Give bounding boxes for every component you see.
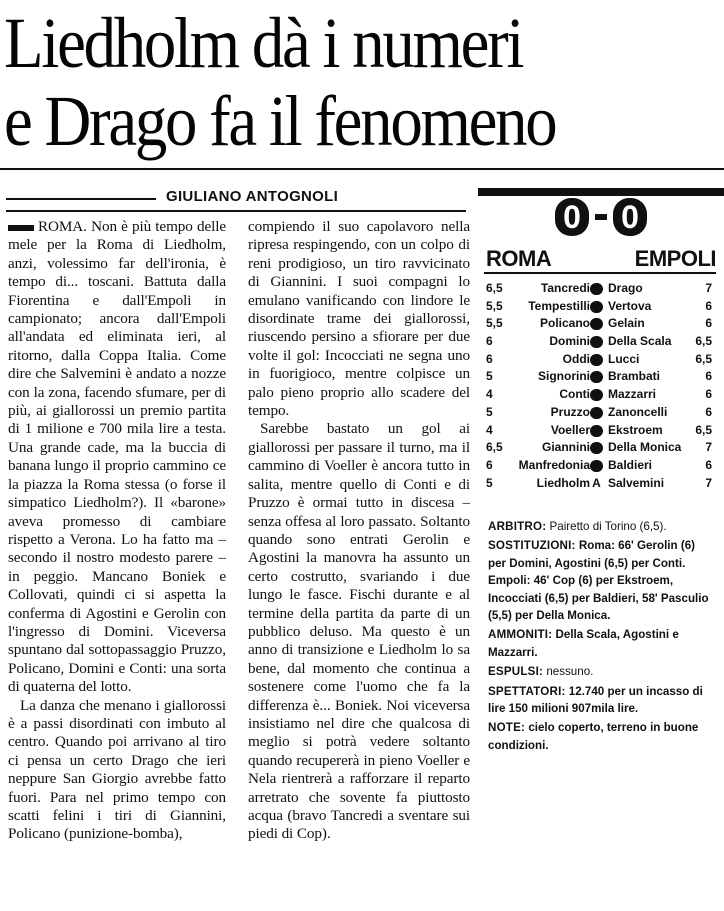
- note-spettatori: SPETTATORI: 12.740 per un incasso di lire 150 milioni 907mila lire.: [488, 684, 703, 716]
- headline-line-2: e Drago fa il fenomeno: [4, 81, 556, 161]
- coach-marker: A: [592, 475, 601, 490]
- shirt-number-dot: [590, 371, 603, 383]
- headline: [4, 4, 648, 160]
- lineup-row: 6,5 Tancredi Drago 7: [486, 281, 712, 295]
- score-home: 0: [555, 198, 589, 236]
- lineup-row: 6,5 Giannini Della Monica 7: [486, 440, 712, 455]
- shirt-number-dot: [590, 389, 603, 401]
- article-paragraph: ROMA. Non è più tempo delle mele per la Roma di Liedholm, anzi, volessimo far dell'ironia, è tempo di... toscani. Battuta dalla Fiorentina e dall'Empoli in campionato; ancora dall'Empoli all'andata ed eliminata ieri, al ritorno, dalla Coppa Italia. Come dire che Salvemini è andato a nozze con la zona, facendo sfumare, per di più, ai giallorossi un premio partita di 1 milione e 700 mila lire a testa. Una grande cade, ma la buccia di banana lungo il proprio cammino ce la piazza la Roma stessa (o forse il simpatico Liedholm?). Il «barone» aveva promesso di cambiare rispetto a Verona. Lo ha fatto ma – secondo il nostro modesto parere – in peggio. Mancano Boniek e Collovati, quindi ci si aspetta la conferma di Agostini e Gerolin con l'ingresso di Domini. Viceversa spuntano dal sottopassaggio Pruzzo, Policano, Domini e Conti: una sorta di quaterna del lotto.: [8, 218, 226, 696]
- shirt-number-dot: [590, 318, 603, 330]
- shirt-number-dot: [590, 354, 603, 366]
- home-team: ROMA: [486, 246, 552, 271]
- byline-bar: [6, 198, 156, 200]
- score-away: 0: [613, 198, 647, 236]
- lineup-row: 6 Oddi Lucci 6,5: [486, 351, 712, 366]
- lineup-row: 5,5 Tempestilli Vertova 6: [486, 298, 712, 313]
- lineup-table: [486, 280, 714, 492]
- lineup-row: 5 Pruzzo Zanoncelli 6: [486, 404, 712, 419]
- header-rule: [0, 168, 724, 170]
- shirt-number-dot: [590, 407, 603, 419]
- article-paragraph: compiendo il suo capolavoro nella ripresa respingendo, con un colpo di reni prodigioso, un tiro ravvicinato di Giannini. I suoi compagni lo emulano vanificando con lindore le disordinate trame dei giallorossi, riuscendo persino a sfiorare per due volte il gol: Incocciati ne segna uno in fuorigioco, mentre colpisce un palo pieno proprio allo scadere del tempo.: [248, 218, 470, 420]
- lineup-row: 5 Liedholm A Salvemini 7: [486, 475, 712, 490]
- shirt-number-dot: [590, 336, 603, 348]
- shirt-number-dot: [590, 283, 603, 295]
- away-team: EMPOLI: [634, 246, 716, 271]
- article-column-1: [8, 218, 226, 844]
- shirt-number-dot: [590, 442, 603, 454]
- note-sostituzioni: SOSTITUZIONI: Roma: 66' Gerolin (6) per Domini, Agostini (6,5) per Conti. Empoli: 46' Cop (6) per Ekstroem, Incocciati (6,5) per Baldieri, 58' Pasculio (5,5) per Della Monica.: [488, 539, 709, 623]
- article-column-2: [248, 218, 470, 844]
- lineup-row: 4 Voeller Ekstroem 6,5: [486, 422, 712, 437]
- note-arbitro: ARBITRO: Pairetto di Torino (6,5).: [488, 520, 667, 533]
- article-paragraph: La danza che menano i giallorossi è a passi disordinati con imbuto al centro. Quando poi arrivano al tiro ci pensa un certo Drago che ieri neppure San Giorgio avrebbe fatto fuori. Para nel primo tempo con scatti felini i tiri di Giannini, Policano (punizione-bomba),: [8, 696, 226, 843]
- score-separator: [595, 214, 607, 220]
- note-ammoniti: AMMONITI: Della Scala, Agostini e Mazzarri.: [488, 628, 679, 659]
- lineup-row: 6 Domini Della Scala 6,5: [486, 334, 712, 349]
- teams-header: [484, 246, 716, 274]
- lineup-row: 5,5 Policano Gelain 6: [486, 316, 712, 331]
- headline-line-1: Liedholm dà i numeri: [4, 3, 523, 83]
- note-note: NOTE: cielo coperto, terreno in buone condizioni.: [488, 721, 699, 752]
- shirt-number-dot: [590, 301, 603, 313]
- shirt-number-dot: [590, 460, 603, 472]
- article-paragraph: Sarebbe bastato un gol ai giallorossi per passare il turno, ma il cammino di Voeller è ancora tutto in salita, mentre quello di Conti e di Pruzzo è ormai tutto in discesa – senza offesa al loro passato. Soltanto quando sono entrati Gerolin e Agostini la manovra ha assunto un certo costrutto, svariando i due lungo le fasce. Fischi durante e al termine della partita da parte di un pubblico deluso. Ma questo è un anno di transizione e Liedholm lo sa bene, dal momento che continua a sostenere come l'uomo che fa la differenza è... Boniek. Noi viceversa insistiamo nel dire che qualcosa di meglio si potrà vedere soltanto quando recupererà in pieno Voeller e Nela rientrerà a rafforzare il reparto arretrato che sovente fa piuttosto acqua (bravo Tancredi a sventare sui piedi di Cop).: [248, 420, 470, 843]
- note-espulsi: ESPULSI: nessuno.: [488, 665, 594, 679]
- lead-marker: [8, 225, 34, 231]
- shirt-number-dot: [590, 425, 603, 437]
- lineup-row: 4 Conti Mazzarri 6: [486, 387, 712, 402]
- match-notes: [488, 518, 714, 756]
- byline: [6, 188, 466, 212]
- lineup-row: 5 Signorini Brambati 6: [486, 369, 712, 384]
- byline-author: GIULIANO ANTOGNOLI: [166, 188, 339, 205]
- lineup-row: 6 Manfredonia Baldieri 6: [486, 457, 712, 472]
- scoreboard-band: [478, 188, 724, 196]
- score-display: [478, 198, 724, 242]
